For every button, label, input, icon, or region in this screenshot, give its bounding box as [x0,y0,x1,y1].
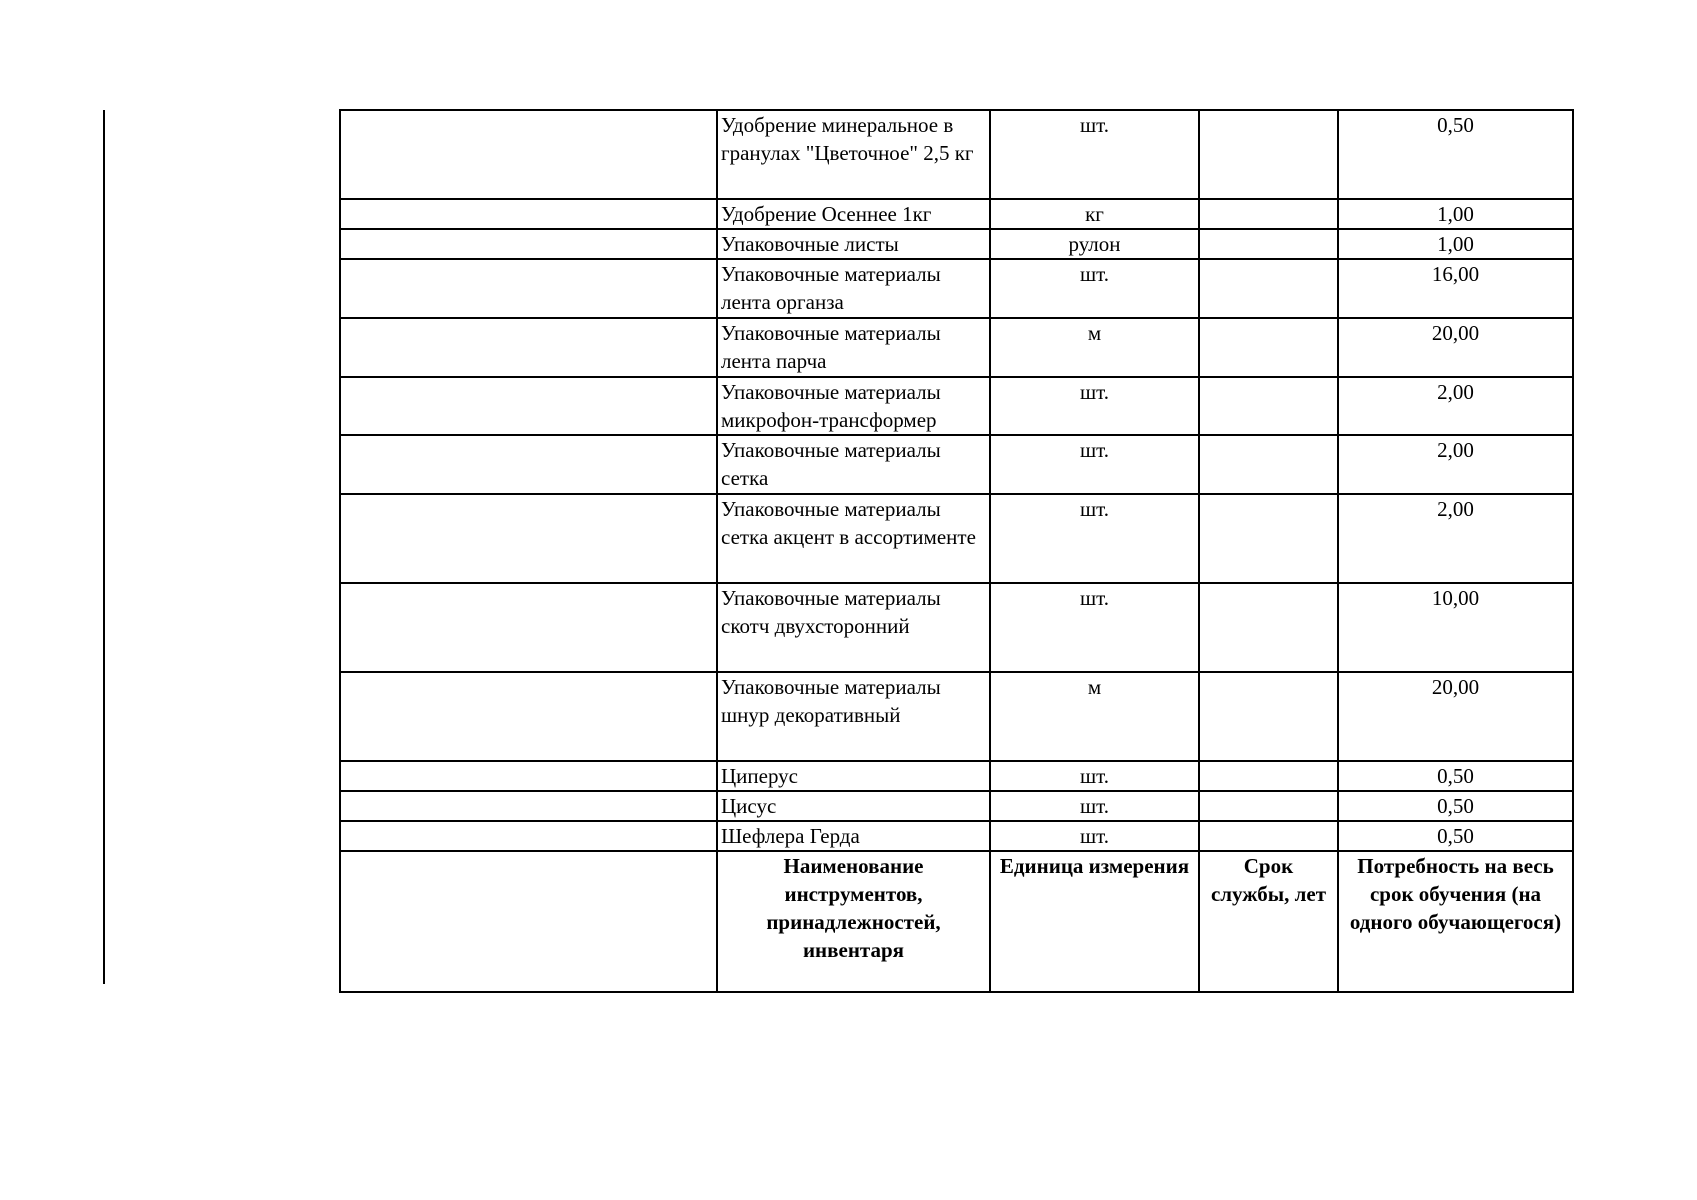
blank-cell [340,110,717,199]
item-name: Упаковочные материалы скотч двухсторонний [717,583,990,672]
table-row [340,583,1573,672]
item-unit: шт. [990,259,1199,318]
table-row [340,821,1573,851]
blank-cell [340,851,717,992]
header-name: Наименование инструментов, принадлежностей, инвентаря [717,851,990,992]
item-unit: шт. [990,494,1199,583]
item-unit: кг [990,199,1199,229]
item-service-life [1199,229,1338,259]
item-name: Упаковочные листы [717,229,990,259]
item-quantity: 0,50 [1338,821,1573,851]
blank-cell [340,318,717,377]
table-row [340,110,1573,199]
item-service-life [1199,672,1338,761]
header-quantity: Потребность на весь срок обучения (на одного обучающегося) [1338,851,1573,992]
table-row [340,435,1573,494]
item-service-life [1199,318,1338,377]
item-service-life [1199,435,1338,494]
blank-cell [340,199,717,229]
item-unit: шт. [990,110,1199,199]
table-body [340,110,1573,992]
item-service-life [1199,821,1338,851]
item-service-life [1199,791,1338,821]
item-service-life [1199,583,1338,672]
item-quantity: 2,00 [1338,377,1573,435]
item-quantity: 10,00 [1338,583,1573,672]
item-quantity: 1,00 [1338,199,1573,229]
requirements-table [339,109,1574,993]
item-quantity: 0,50 [1338,791,1573,821]
blank-cell [340,229,717,259]
item-unit: шт. [990,761,1199,791]
section-header-row [340,851,1573,992]
item-name: Шефлера Герда [717,821,990,851]
item-quantity: 0,50 [1338,110,1573,199]
blank-cell [340,761,717,791]
item-name: Упаковочные материалы сетка [717,435,990,494]
item-unit: м [990,318,1199,377]
table-row [340,199,1573,229]
item-quantity: 16,00 [1338,259,1573,318]
table-row [340,318,1573,377]
blank-cell [340,583,717,672]
blank-cell [340,435,717,494]
table-row [340,791,1573,821]
item-unit: шт. [990,821,1199,851]
blank-cell [340,791,717,821]
table-row [340,229,1573,259]
blank-cell [340,259,717,318]
item-unit: шт. [990,583,1199,672]
item-name: Циперус [717,761,990,791]
blank-cell [340,821,717,851]
item-name: Упаковочные материалы сетка акцент в ассортименте [717,494,990,583]
item-quantity: 2,00 [1338,435,1573,494]
item-quantity: 20,00 [1338,318,1573,377]
item-quantity: 20,00 [1338,672,1573,761]
table-row [340,672,1573,761]
item-unit: м [990,672,1199,761]
item-unit: шт. [990,377,1199,435]
item-service-life [1199,259,1338,318]
table-row [340,761,1573,791]
item-name: Упаковочные материалы микрофон-трансформер [717,377,990,435]
item-unit: рулон [990,229,1199,259]
item-service-life [1199,199,1338,229]
item-name: Упаковочные материалы шнур декоративный [717,672,990,761]
item-name: Упаковочные материалы лента органза [717,259,990,318]
item-unit: шт. [990,435,1199,494]
header-unit: Единица измерения [990,851,1199,992]
table-row [340,377,1573,435]
item-service-life [1199,494,1338,583]
item-service-life [1199,110,1338,199]
item-quantity: 0,50 [1338,761,1573,791]
table-row [340,494,1573,583]
item-name: Цисус [717,791,990,821]
left-margin-line [103,110,105,984]
item-name: Упаковочные материалы лента парча [717,318,990,377]
item-service-life [1199,377,1338,435]
blank-cell [340,494,717,583]
item-name: Удобрение минеральное в гранулах "Цветочное" 2,5 кг [717,110,990,199]
item-unit: шт. [990,791,1199,821]
item-quantity: 1,00 [1338,229,1573,259]
table-row [340,259,1573,318]
item-quantity: 2,00 [1338,494,1573,583]
blank-cell [340,377,717,435]
item-name: Удобрение Осеннее 1кг [717,199,990,229]
item-service-life [1199,761,1338,791]
header-service-life: Срок службы, лет [1199,851,1338,992]
blank-cell [340,672,717,761]
